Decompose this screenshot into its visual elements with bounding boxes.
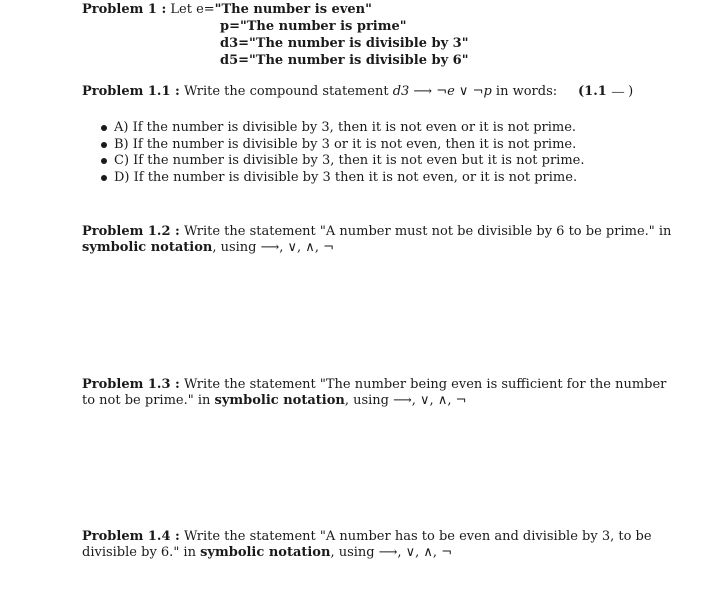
choice-c[interactable]: C) If the number is divisible by 3, then it is not even but it is not prime. bbox=[98, 153, 585, 170]
problem-1-3-using: , using ⟶, ∨, ∧, ¬ bbox=[344, 393, 467, 408]
reference-open: (1.1 bbox=[578, 84, 607, 99]
problem-1-header bbox=[82, 2, 372, 18]
reference-blank: ------ bbox=[611, 88, 624, 98]
problem-1-1-suffix: in words: bbox=[495, 84, 558, 99]
problem-1-3-notation: symbolic notation bbox=[214, 393, 345, 408]
problem-1-4-line-2 bbox=[82, 545, 646, 561]
problem-1-4-line-1 bbox=[82, 529, 652, 545]
problem-1-2-notation: symbolic notation bbox=[82, 240, 213, 255]
problem-1-1-text: Write the compound statement bbox=[183, 84, 389, 99]
choice-b[interactable]: B) If the number is divisible by 3 or it is not even, then it is not prime. bbox=[98, 137, 585, 154]
problem-1-intro: Let e= bbox=[170, 2, 215, 17]
problem-1-4-using: , using ⟶, ∨, ∧, ¬ bbox=[330, 545, 453, 560]
problem-1-3-line-2 bbox=[82, 393, 646, 409]
problem-1-4 bbox=[82, 529, 652, 561]
definition-d5: d5="The number is divisible by 6" bbox=[220, 53, 469, 68]
problem-1-1-reference bbox=[578, 84, 633, 101]
problem-1-3 bbox=[82, 377, 667, 409]
problem-1-2 bbox=[82, 224, 672, 256]
problem-1-2-text: Write the statement "A number must not be divisible by 6 to be prime." in bbox=[183, 224, 672, 239]
answer-choices bbox=[98, 120, 585, 186]
definition-d3: d3="The number is divisible by 3" bbox=[220, 36, 469, 51]
definition-e: "The number is even" bbox=[214, 2, 372, 17]
problem-1-2-using: , using ⟶, ∨, ∧, ¬ bbox=[212, 240, 334, 255]
problem-1-1-formula: d3 ⟶ ¬e ∨ ¬p bbox=[392, 84, 492, 99]
definition-p: p="The number is prime" bbox=[220, 19, 407, 34]
problem-1-3-line-1 bbox=[82, 377, 667, 393]
problem-1-3-text-2: to not be prime." in bbox=[82, 393, 211, 408]
problem-1-2-line-2 bbox=[82, 240, 646, 256]
problem-1-4-text: Write the statement "A number has to be even and divisible by 3, to be bbox=[183, 529, 652, 544]
problem-1-label: Problem 1 : bbox=[82, 2, 167, 17]
problem-1-4-label: Problem 1.4 : bbox=[82, 529, 180, 544]
reference-close: ) bbox=[628, 84, 634, 99]
problem-1-2-label: Problem 1.2 : bbox=[82, 224, 180, 239]
problem-1-4-notation: symbolic notation bbox=[200, 545, 331, 560]
problem-1-3-label: Problem 1.3 : bbox=[82, 377, 180, 392]
choice-d[interactable]: D) If the number is divisible by 3 then it is not even, or it is not prime. bbox=[98, 170, 585, 187]
choice-a[interactable]: A) If the number is divisible by 3, then it is not even or it is not prime. bbox=[98, 120, 585, 137]
problem-1-4-text-2: divisible by 6." in bbox=[82, 545, 196, 560]
problem-1-1-label: Problem 1.1 : bbox=[82, 84, 180, 99]
problem-1-2-line-1 bbox=[82, 224, 672, 240]
problem-1-3-text: Write the statement "The number being even is sufficient for the number bbox=[183, 377, 667, 392]
